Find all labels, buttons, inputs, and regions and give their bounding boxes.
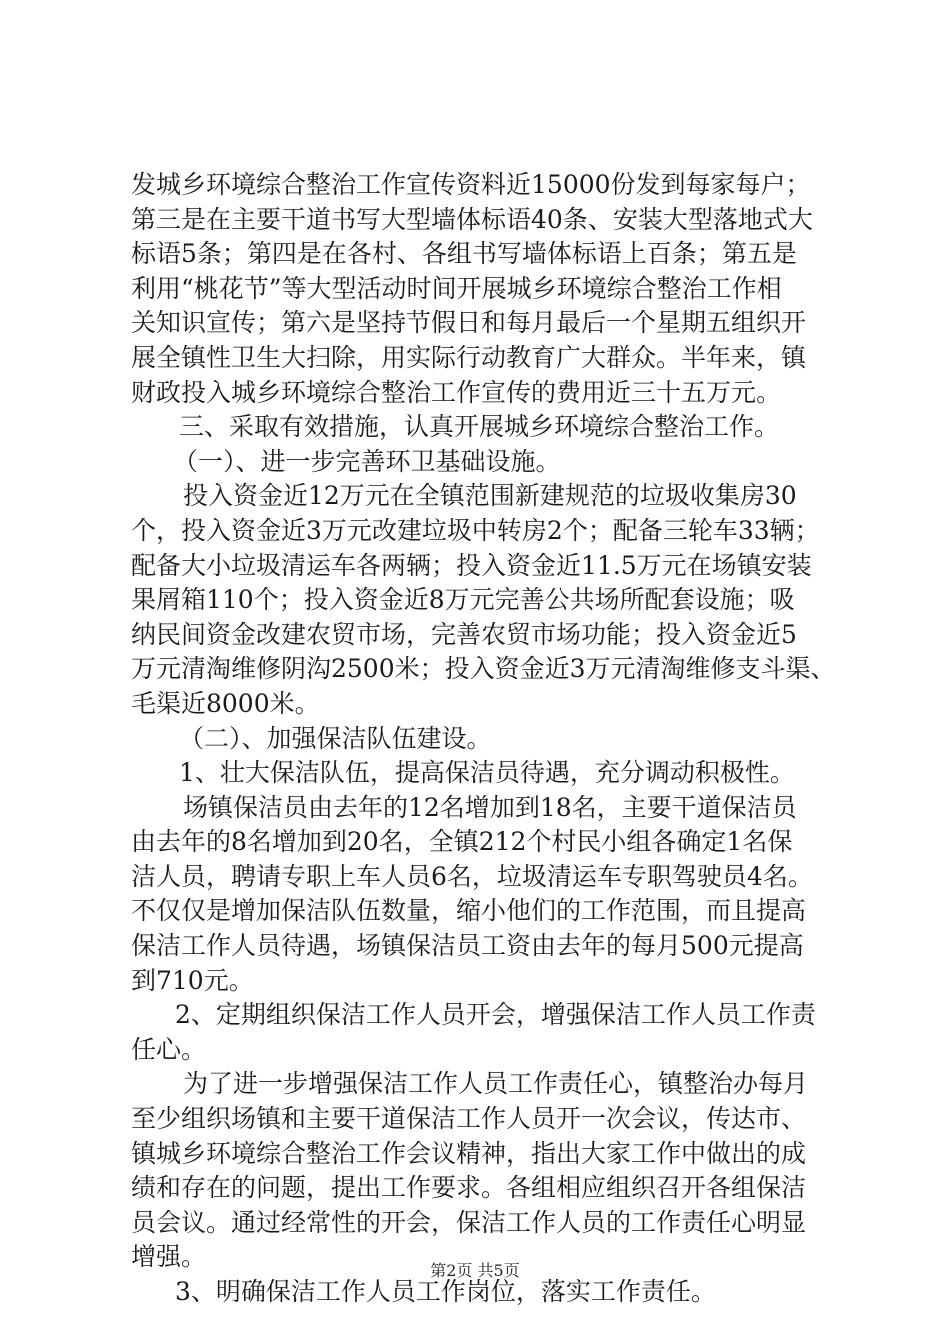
text-line: 保洁工作人员待遇，场镇保洁员工资由去年的每月500元提高	[131, 931, 804, 961]
document-body	[131, 168, 836, 1310]
text-line: 镇城乡环境综合整治工作会议精神，指出大家工作中做出的成	[131, 1138, 807, 1168]
text-line: 增强。	[131, 1242, 207, 1272]
text-line: 至少组织场镇和主要干道保洁工作人员开一次会议，传达市、	[131, 1104, 807, 1134]
text-line: 展全镇性卫生大扫除，用实际行动教育广大群众。半年来，镇	[131, 342, 807, 372]
text-line: 2、定期组织保洁工作人员开会，增强保洁工作人员工作责	[175, 1000, 816, 1030]
text-line: 万元清淘维修阴沟2500米；投入资金近3万元清淘维修支斗渠、	[131, 654, 836, 684]
text-line: 1、壮大保洁队伍，提高保洁员待遇，充分调动积极性。	[179, 758, 795, 788]
text-line: 财政投入城乡环境综合整治工作宣传的费用近三十五万元。	[131, 377, 782, 407]
text-line: 利用“桃花节”等大型活动时间开展城乡环境综合整治工作相	[131, 273, 782, 303]
text-line: 到710元。	[131, 965, 254, 995]
text-line: 由去年的8名增加到20名，全镇212个村民小组各确定1名保	[131, 827, 793, 857]
text-line: 3、明确保洁工作人员工作岗位，落实工作责任。	[175, 1277, 716, 1306]
text-line: 个，投入资金近3万元改建垃圾中转房2个；配备三轮车33辆；	[131, 515, 820, 545]
text-line: 纳民间资金改建农贸市场，完善农贸市场功能；投入资金近5	[131, 619, 797, 649]
text-line: 毛渠近8000米。	[131, 688, 320, 718]
text-line: （一）、进一步完善环卫基础设施。	[173, 446, 561, 476]
text-line: 员会议。通过经常性的开会，保洁工作人员的工作责任心明显	[131, 1207, 807, 1237]
text-line: 三、采取有效措施，认真开展城乡环境综合整治工作。	[179, 412, 780, 442]
text-line: 果屑箱110个；投入资金近8万元完善公共场所配套设施；吸	[131, 585, 795, 615]
text-line: 配备大小垃圾清运车各两辆；投入资金近11.5万元在场镇安装	[131, 550, 812, 580]
text-line: 第三是在主要干道书写大型墙体标语40条、安装大型落地式大	[131, 204, 813, 234]
text-line: 场镇保洁员由去年的12名增加到18名，主要干道保洁员	[183, 792, 797, 822]
text-line: （二）、加强保洁队伍建设。	[179, 723, 492, 753]
text-line: 投入资金近12万元在全镇范围新建规范的垃圾收集房30	[183, 481, 797, 511]
text-line: 不仅仅是增加保洁队伍数量，缩小他们的工作范围，而且提高	[131, 896, 807, 926]
page-number-footer: 第2页 共5页	[430, 1261, 520, 1280]
text-line: 洁人员，聘请专职上车人员6名，垃圾清运车专职驾驶员4名。	[131, 861, 813, 891]
text-line: 发城乡环境综合整治工作宣传资料近15000份发到每家每户；	[131, 170, 811, 199]
text-line: 任心。	[131, 1034, 207, 1064]
text-line: 绩和存在的问题，提出工作要求。各组相应组织召开各组保洁	[131, 1173, 807, 1203]
text-line: 标语5条；第四是在各村、各组书写墙体标语上百条；第五是	[131, 239, 797, 269]
text-line: 为了进一步增强保洁工作人员工作责任心，镇整治办每月	[183, 1069, 809, 1099]
text-line: 关知识宣传；第六是坚持节假日和每月最后一个星期五组织开	[131, 308, 807, 338]
